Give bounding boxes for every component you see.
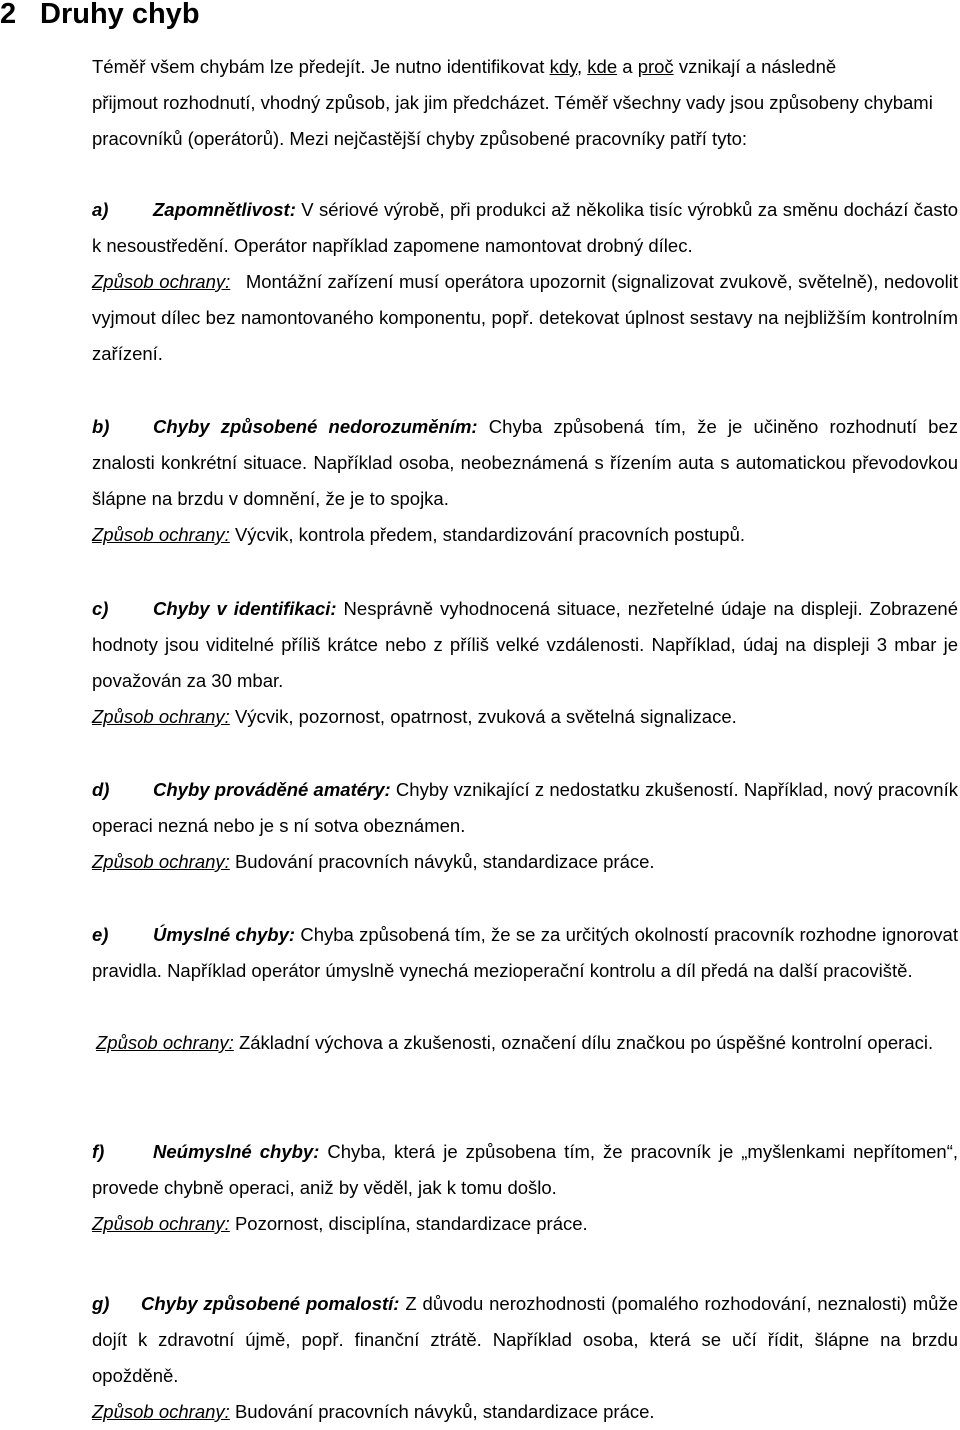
error-type-title: Chyby prováděné amatéry: <box>153 779 391 800</box>
error-type-description <box>92 917 958 989</box>
error-type-description <box>92 1286 958 1394</box>
protection-paragraph <box>92 1394 958 1430</box>
error-type-title: Zapomnětlivost: <box>153 199 296 220</box>
error-type-e <box>92 917 958 989</box>
item-letter: d) <box>92 779 110 800</box>
error-type-text: Chyba způsobená tím, že je učiněno rozhodnutí bez znalosti konkrétní situace. Například osoba, neobeznámená s řízením auta s automatickou převodovkou šlápne na brzdu v domnění, že je to spojka. <box>92 416 958 509</box>
error-type-d <box>92 772 958 880</box>
intro-line-3: pracovníků (operátorů). Mezi nejčastější chyby způsobené pracovníky patří tyto: <box>92 128 748 149</box>
error-type-c <box>92 591 958 735</box>
protection-label: Způsob ochrany: <box>92 1213 230 1234</box>
protection-text: Pozornost, disciplína, standardizace práce. <box>229 1213 588 1234</box>
protection-text: Výcvik, kontrola předem, standardizování pracovních postupů. <box>229 524 746 545</box>
item-letter: g) <box>92 1293 110 1314</box>
protection-label: Způsob ochrany: <box>92 524 230 545</box>
underlined-word-proc: proč <box>637 56 674 77</box>
intro-paragraph <box>92 49 958 157</box>
section-heading <box>0 0 200 36</box>
error-type-text: Nesprávně vyhodnocená situace, nezřetelné údaje na displeji. Zobrazené hodnoty jsou viditelné příliš krátce nebo z příliš velké vzdálenosti. Například, údaj na displeji 3 mbar je považován za 30 mbar. <box>92 598 959 691</box>
item-letter: c) <box>92 598 109 619</box>
error-type-text: V sériové výrobě, při produkci až několika tisíc výrobků za směnu dochází často k nesoustředění. Operátor například zapomene namontovat drobný dílec. <box>92 199 958 256</box>
error-type-description <box>92 409 958 517</box>
error-type-title: Neúmyslné chyby: <box>153 1141 320 1162</box>
error-type-description <box>92 192 958 264</box>
error-type-b <box>92 409 958 553</box>
item-letter: a) <box>92 199 109 220</box>
error-type-text: Z důvodu nerozhodnosti (pomalého rozhodování, neznalosti) může dojít k zdravotní újmě, popř. finanční ztrátě. Například osoba, která se učí řídit, šlápne na brzdu opožděně. <box>92 1293 958 1386</box>
error-type-title: Úmyslné chyby: <box>153 924 296 945</box>
error-type-description <box>92 1134 958 1206</box>
underlined-word-kde: kde <box>587 56 618 77</box>
protection-label: Způsob ochrany: <box>96 1032 234 1053</box>
item-letter: f) <box>92 1141 105 1162</box>
error-type-text: Chyby vznikající z nedostatku zkušeností. Například, nový pracovník operaci nezná nebo je s ní sotva obeznámen. <box>92 779 958 836</box>
underlined-word-kdy: kdy <box>549 56 577 77</box>
protection-paragraph <box>92 264 958 372</box>
protection-paragraph <box>92 517 958 553</box>
error-type-f <box>92 1134 958 1242</box>
protection-label: Způsob ochrany: <box>92 851 230 872</box>
protection-text: Budování pracovních návyků, standardizace práce. <box>229 1401 655 1422</box>
intro-text: Téměř všem chybám lze předejít. Je nutno identifikovat <box>92 56 550 77</box>
item-letter: b) <box>92 416 110 437</box>
error-type-text: Chyba, která je způsobena tím, že pracovník je „myšlenkami nepřítomen“, provede chybně operaci, aniž by věděl, jak k tomu došlo. <box>92 1141 958 1198</box>
error-type-text: Chyba způsobená tím, že se za určitých okolností pracovník rozhodne ignorovat pravidla. Například operátor úmyslně vynechá mezioperační kontrolu a díl předá na další pracoviště. <box>92 924 958 981</box>
protection-text: Budování pracovních návyků, standardizace práce. <box>229 851 655 872</box>
protection-label: Způsob ochrany: <box>92 271 231 292</box>
error-type-g <box>92 1286 958 1430</box>
protection-paragraph <box>92 844 958 880</box>
error-type-title: Chyby způsobené nedorozuměním: <box>153 416 478 437</box>
section-title: Druhy chyb <box>40 0 200 30</box>
protection-label: Způsob ochrany: <box>92 1401 230 1422</box>
protection-paragraph <box>96 1025 958 1061</box>
item-letter: e) <box>92 924 109 945</box>
error-type-a <box>92 192 958 372</box>
protection-text: Základní výchova a zkušenosti, označení dílu značkou po úspěšné kontrolní operaci. <box>233 1032 934 1053</box>
intro-text: , <box>577 56 588 77</box>
error-type-title: Chyby v identifikaci: <box>153 598 337 619</box>
error-type-description <box>92 772 958 844</box>
intro-text: vznikají a následně <box>673 56 837 77</box>
intro-text: a <box>617 56 638 77</box>
protection-text: Montážní zařízení musí operátora upozornit (signalizovat zvukově, světelně), nedovolit vyjmout dílec bez namontovaného komponentu, popř. detekovat úplnost sestavy na nejbližším kontrolním zařízení. <box>92 271 958 364</box>
error-type-e-protection <box>96 1025 958 1061</box>
intro-line-2: přijmout rozhodnutí, vhodný způsob, jak jim předcházet. Téměř všechny vady jsou způsobeny chybami <box>92 92 933 113</box>
protection-paragraph <box>92 699 958 735</box>
protection-label: Způsob ochrany: <box>92 706 230 727</box>
error-type-description <box>92 591 958 699</box>
protection-paragraph <box>92 1206 958 1242</box>
intro-line-1 <box>92 49 958 85</box>
error-type-title: Chyby způsobené pomalostí: <box>141 1293 400 1314</box>
section-number: 2 <box>0 0 17 30</box>
protection-text: Výcvik, pozornost, opatrnost, zvuková a světelná signalizace. <box>229 706 737 727</box>
